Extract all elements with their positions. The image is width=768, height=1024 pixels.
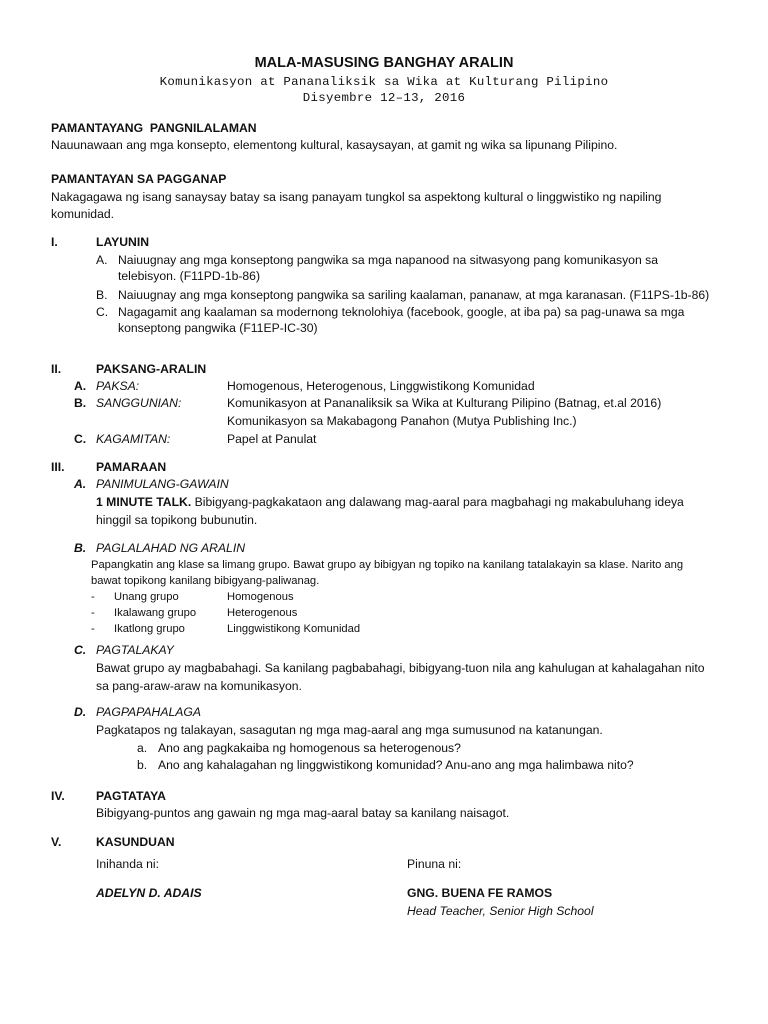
subject-row-a-value: Homogenous, Heterogenous, Linggwistikong Komunidad xyxy=(227,379,535,393)
procedure-a-line2: hinggil sa topikong bubunutin. xyxy=(96,513,258,527)
procedure-b-line2: bawat topikong kanilang bibigyang-paliwanag. xyxy=(91,575,320,587)
noted-by-name: GNG. BUENA FE RAMOS xyxy=(407,886,553,900)
subject-row-b-label: SANGGUNIAN: xyxy=(96,396,182,410)
subject-row-c-letter: C. xyxy=(74,432,87,446)
procedure-c-letter: C. xyxy=(74,643,87,657)
subject-matter-heading: PAKSANG-ARALIN xyxy=(96,362,207,376)
assignment-heading: KASUNDUAN xyxy=(96,835,175,849)
group-name: Unang grupo xyxy=(114,591,179,603)
performance-standard-line1: Nakagagawa ng isang sanaysay batay sa isang panayam tungkol sa aspektong kultural o linggwistiko ng napiling xyxy=(51,190,662,204)
objectives-heading: LAYUNIN xyxy=(96,235,150,249)
prepared-by-label: Inihanda ni: xyxy=(96,857,160,871)
section-number-5: V. xyxy=(51,835,62,849)
objective-b-letter: B. xyxy=(96,288,108,302)
question-text: Ano ang kahalagahan ng linggwistikong komunidad? Anu-ano ang mga halimbawa nito? xyxy=(158,758,634,772)
procedure-d-label: PAGPAPAHALAGA xyxy=(96,705,201,719)
group-topic: Homogenous xyxy=(227,591,294,603)
procedure-b-letter: B. xyxy=(74,541,87,555)
objective-c-line1: Nagagamit ang kaalaman sa modernong teknolohiya (facebook, google, at iba pa) sa pag-unawa sa mga xyxy=(118,305,685,319)
procedure-d-line1: Pagkatapos ng talakayan, sasagutan ng mga mag-aaral ang mga sumusunod na katanungan. xyxy=(96,723,603,737)
objective-c-letter: C. xyxy=(96,305,109,319)
procedure-c-line1: Bawat grupo ay magbabahagi. Sa kanilang pagbabahagi, bibigyang-tuon nila ang kahulugan at kahalagahan nito xyxy=(96,661,705,675)
objective-a-letter: A. xyxy=(96,253,108,267)
document-date: Disyembre 12–13, 2016 xyxy=(302,91,466,105)
subject-row-b-value2: Komunikasyon sa Makabagong Panahon (Mutya Publishing Inc.) xyxy=(227,414,577,428)
procedure-c-label: PAGTALAKAY xyxy=(96,643,174,657)
noted-by-label: Pinuna ni: xyxy=(407,857,462,871)
question-letter: b. xyxy=(137,758,148,772)
group-name: Ikatlong grupo xyxy=(114,623,185,635)
document-subtitle: Komunikasyon at Pananaliksik sa Wika at Kulturang Pilipino xyxy=(159,75,609,89)
group-topic: Linggwistikong Komunidad xyxy=(227,623,361,635)
procedure-a-label: PANIMULANG-GAWAIN xyxy=(96,477,229,491)
procedure-d-letter: D. xyxy=(74,705,87,719)
document-title: MALA-MASUSING BANGHAY ARALIN xyxy=(254,55,514,71)
evaluation-heading: PAGTATAYA xyxy=(96,789,166,803)
question-letter: a. xyxy=(137,741,148,755)
procedure-b-line1: Papangkatin ang klase sa limang grupo. Bawat grupo ay bibigyan ng topiko na kanilang tatalakayin sa klase. Narito ang xyxy=(91,559,684,571)
procedure-c-line2: sa pang-araw-araw na komunikasyon. xyxy=(96,679,302,693)
objective-a-line1: Naiuugnay ang mga konseptong pangwika sa mga napanood na sitwasyong pang komunikasyon sa xyxy=(118,253,658,267)
performance-standard-heading: PAMANTAYAN SA PAGGANAP xyxy=(51,172,227,186)
procedure-b-label: PAGLALAHAD NG ARALIN xyxy=(96,541,246,555)
question-text: Ano ang pagkakaiba ng homogenous sa heterogenous? xyxy=(158,741,461,755)
procedure-heading: PAMARAAN xyxy=(96,460,167,474)
subject-row-c-label: KAGAMITAN: xyxy=(96,432,171,446)
subject-row-b-letter: B. xyxy=(74,396,87,410)
subject-row-a-label: PAKSA: xyxy=(96,379,140,393)
group-dash: - xyxy=(91,607,95,619)
group-name: Ikalawang grupo xyxy=(114,607,197,619)
procedure-a-letter: A. xyxy=(74,477,87,491)
subject-row-b-value: Komunikasyon at Pananaliksik sa Wika at Kulturang Pilipino (Batnag, et.al 2016) xyxy=(227,396,662,410)
objective-b-line1: Naiuugnay ang mga konseptong pangwika sa sariling kaalaman, pananaw, at mga karanasan. (F11PS-1b-86) xyxy=(118,288,710,302)
procedure-a-text: Bibigyang-pagkakataon ang dalawang mag-aaral para magbahagi ng makabuluhang ideya xyxy=(191,495,684,509)
content-standard-text: Nauunawaan ang mga konsepto, elementong kultural, kasaysayan, at gamit ng wika sa lipunang Pilipino. xyxy=(51,138,618,152)
group-topic: Heterogenous xyxy=(227,607,298,619)
section-number-3: III. xyxy=(51,460,65,474)
section-number-1: I. xyxy=(51,235,58,249)
objective-c-line2: konseptong pangwika (F11EP-IC-30) xyxy=(118,321,318,335)
procedure-a-bold-lead: 1 MINUTE TALK. xyxy=(96,495,192,509)
group-dash: - xyxy=(91,591,95,603)
prepared-by-name: ADELYN D. ADAIS xyxy=(96,886,202,900)
subject-row-a-letter: A. xyxy=(74,379,87,393)
objective-a-line2: telebisyon. (F11PD-1b-86) xyxy=(118,269,261,283)
content-standard-heading: PAMANTAYANG PANGNILALAMAN xyxy=(51,121,257,135)
group-dash: - xyxy=(91,623,95,635)
noted-by-title: Head Teacher, Senior High School xyxy=(407,904,594,918)
section-number-2: II. xyxy=(51,362,62,376)
procedure-a-line1 xyxy=(96,494,684,510)
section-number-4: IV. xyxy=(51,789,65,803)
subject-row-c-value: Papel at Panulat xyxy=(227,432,317,446)
performance-standard-line2: komunidad. xyxy=(51,207,115,221)
evaluation-text: Bibigyang-puntos ang gawain ng mga mag-aaral batay sa kanilang naisagot. xyxy=(96,806,510,820)
